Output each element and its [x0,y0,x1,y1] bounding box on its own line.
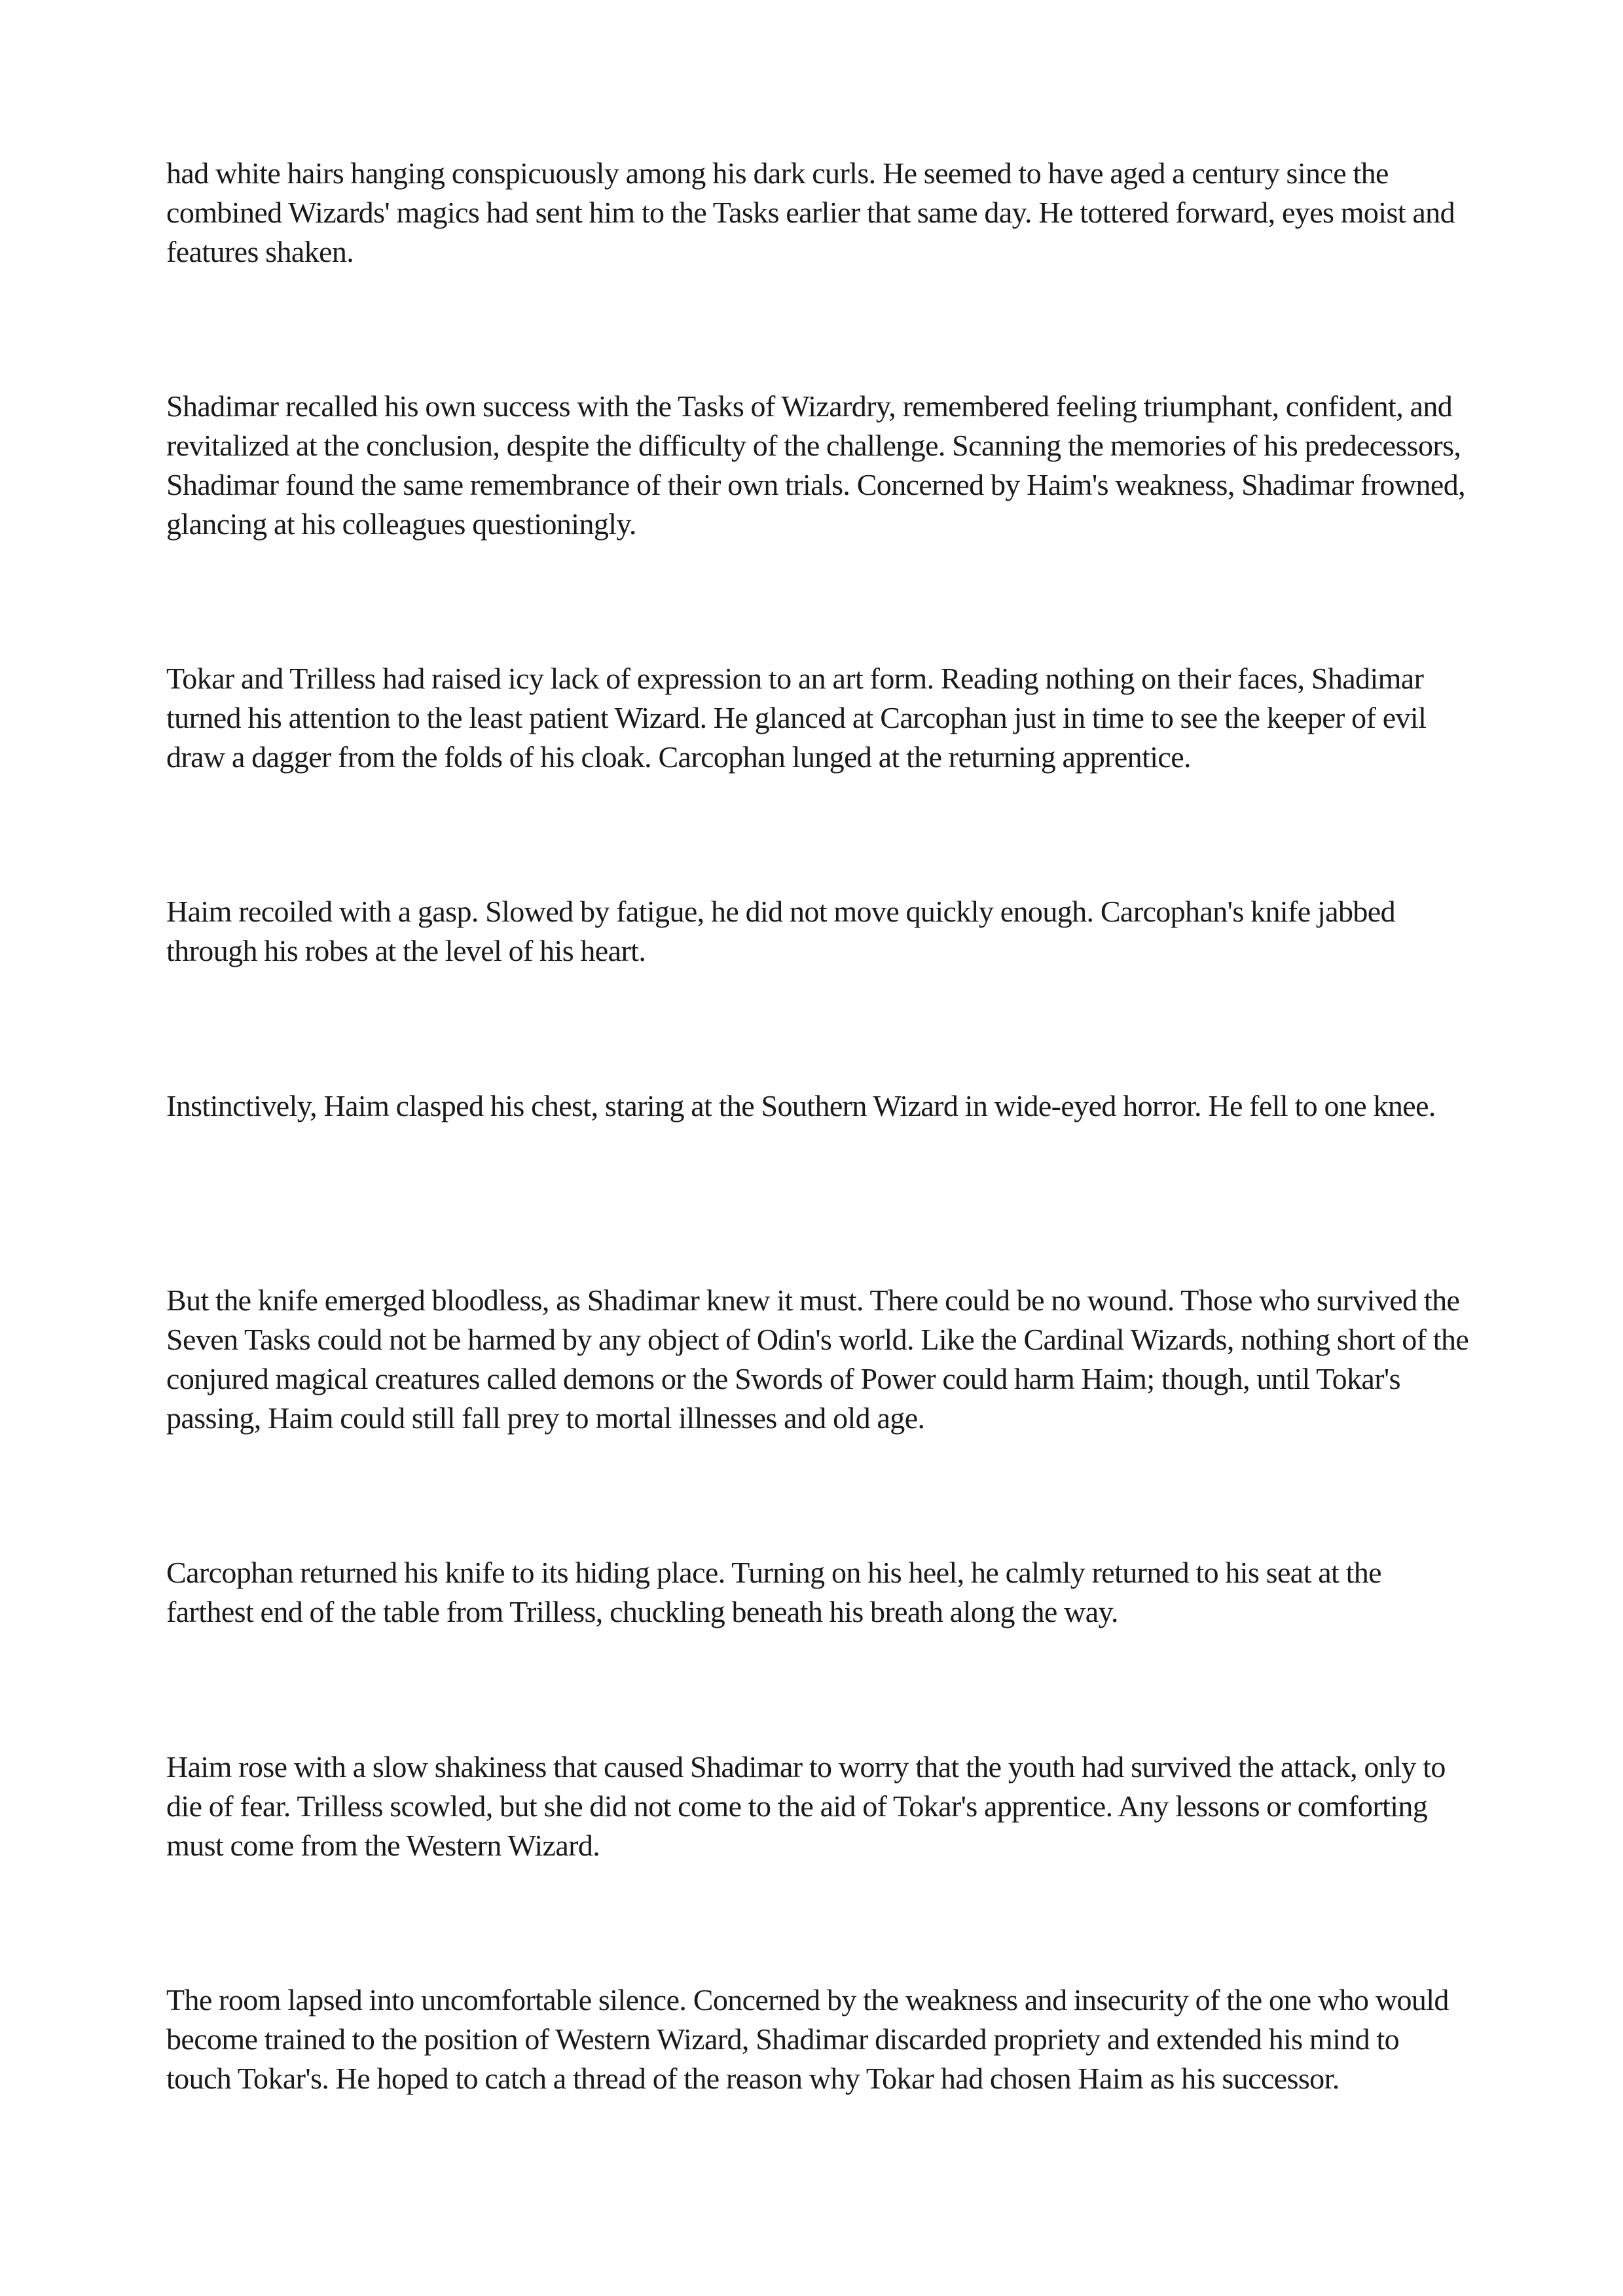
paragraph-6: But the knife emerged bloodless, as Shadimar knew it must. There could be no wound. Those who survived the Seven Tasks could not be harmed by any object of Odin's world. Like the Cardinal Wizards, nothing short of the conjured magical creatures called demons or the Swords of Power could harm Haim; though, until Tokar's passing, Haim could still fall prey to mortal illnesses and old age. [166,1283,1469,1435]
paragraph-9: The room lapsed into uncomfortable silence. Concerned by the weakness and insecurity of the one who would become trained to the position of Western Wizard, Shadimar discarded propriety and extended his mind to touch Tokar's. He hoped to catch a thread of the reason why Tokar had chosen Haim as his successor. [166,1983,1449,2095]
paragraph-3: Tokar and Trilless had raised icy lack of expression to an art form. Reading nothing on their faces, Shadimar turned his attention to the least patient Wizard. He glanced at Carcophan just in time to see the keeper of evil draw a dagger from the folds of his cloak. Carcophan lunged at the returning apprentice. [166,662,1427,774]
paragraph-1: had white hairs hanging conspicuously among his dark curls. He seemed to have aged a century since the combined Wizards' magics had sent him to the Tasks earlier that same day. He tottered forward, eyes moist and features shaken. [166,156,1455,268]
paragraph-5: Instinctively, Haim clasped his chest, staring at the Southern Wizard in wide-eyed horror. He fell to one knee. [166,1089,1436,1122]
paragraph-2: Shadimar recalled his own success with the Tasks of Wizardry, remembered feeling triumphant, confident, and revitalized at the conclusion, despite the difficulty of the challenge. Scanning the memories of his predecessors, Shadimar found the same remembrance of their own trials. Concerned by Haim's weakness, Shadimar frowned, glancing at his colleagues questioningly. [166,389,1466,541]
paragraph-4: Haim recoiled with a gasp. Slowed by fatigue, he did not move quickly enough. Carcophan's knife jabbed through his robes at the level of his heart. [166,895,1395,967]
paragraph-8: Haim rose with a slow shakiness that caused Shadimar to worry that the youth had survived the attack, only to die of fear. Trilless scowled, but she did not come to the aid of Tokar's apprentice. Any lessons or comforting must come from the Western Wizard. [166,1750,1446,1862]
paragraph-7: Carcophan returned his knife to its hiding place. Turning on his heel, he calmly returned to his seat at the farthest end of the table from Trilless, chuckling beneath his breath along the way. [166,1556,1381,1628]
